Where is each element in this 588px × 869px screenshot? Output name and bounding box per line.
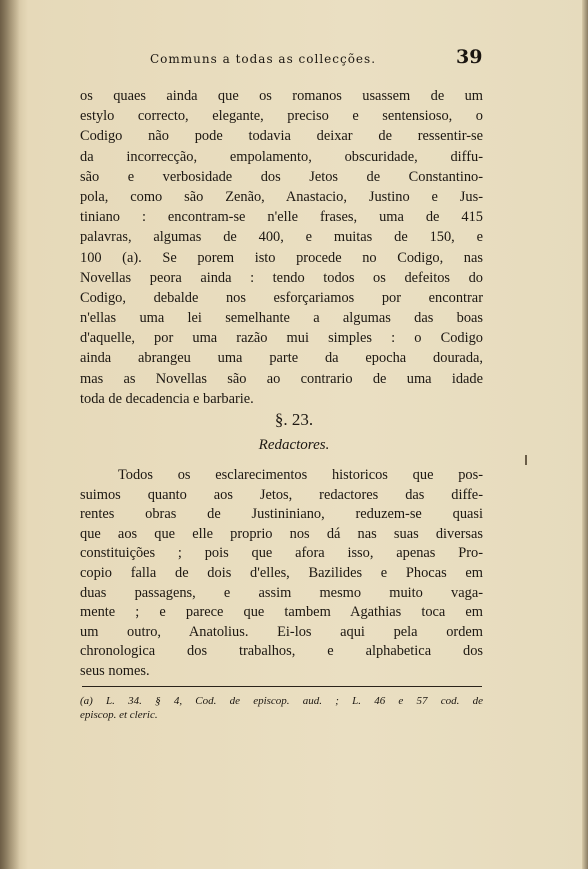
text-line: mente ; e parece que tambem Agathias toca em (80, 604, 483, 621)
text-line: Novellas peora ainda : tendo todos os defeitos do (80, 269, 483, 286)
text-line: palavras, algumas de 400, e muitas de 150, e (80, 229, 483, 246)
footnote (80, 694, 483, 722)
text-line: copio falla de dois d'elles, Bazilides e Phocas em (80, 564, 483, 581)
text-line: um outro, Anatolius. Ei-los aqui pela ordem (80, 623, 483, 640)
text-line: estylo correcto, elegante, preciso e sentensioso, o (80, 108, 483, 125)
text-line: seus nomes. (80, 662, 150, 679)
running-title: Communs a todas as collecções. (150, 52, 377, 66)
spine-shadow (0, 0, 20, 869)
text-line: pola, como são Zenão, Anastacio, Justino e Jus- (80, 188, 483, 205)
text-line: tiniano : encontram-se n'elle frases, uma de 415 (80, 209, 483, 226)
footnote-line: episcop. et cleric. (80, 709, 158, 721)
text-line: da incorrecção, empolamento, obscuridade, diffu- (80, 148, 483, 165)
footnote-line: (a) L. 34. § 4, Cod. de episcop. aud. ; L. 46 e 57 cod. de (80, 695, 483, 707)
text-line: que aos que elle proprio nos dá nas suas diversas (80, 525, 483, 542)
text-line: toda de decadencia e barbarie. (80, 390, 254, 407)
footnote-divider (82, 686, 482, 687)
text-line: ainda abrangeu uma parte da epocha dourada, (80, 350, 483, 367)
text-line: chronologica dos trabalhos, e alphabetica dos (80, 643, 483, 660)
paragraph-2 (80, 466, 483, 682)
text-line: 100 (a). Se porem isto procede no Codigo, nas (80, 249, 483, 266)
section-number: §. 23. (274, 410, 314, 429)
section-title: Redactores. (258, 437, 330, 453)
text-line: Codigo não pode todavia deixar de ressentir-se (80, 128, 483, 145)
page-number: 39 (456, 46, 483, 68)
text-line: são e verbosidade dos Jetos de Constantino- (80, 168, 483, 185)
text-line: suimos quanto aos Jetos, redactores das diffe- (80, 486, 483, 503)
text-line: os quaes ainda que os romanos usassem de um (80, 88, 483, 104)
text-line: d'aquelle, por uma razão mui simples : o Codigo (80, 330, 483, 347)
text-line: duas passagens, e assim mesmo muito vaga- (80, 584, 483, 601)
text-line: constituições ; pois que afora isso, apenas Pro- (80, 545, 483, 562)
paragraph-1 (80, 86, 483, 409)
text-line: n'ellas uma lei semelhante a algumas das boas (80, 310, 483, 327)
text-line: rentes obras de Justininiano, reduzem-se quasi (80, 506, 483, 523)
text-line: Todos os esclarecimentos historicos que pos- (118, 467, 483, 483)
text-line: mas as Novellas são ao contrario de uma idade (80, 370, 483, 387)
text-line: Codigo, debalde nos esforçariamos por encontrar (80, 289, 483, 306)
margin-mark (525, 455, 527, 465)
